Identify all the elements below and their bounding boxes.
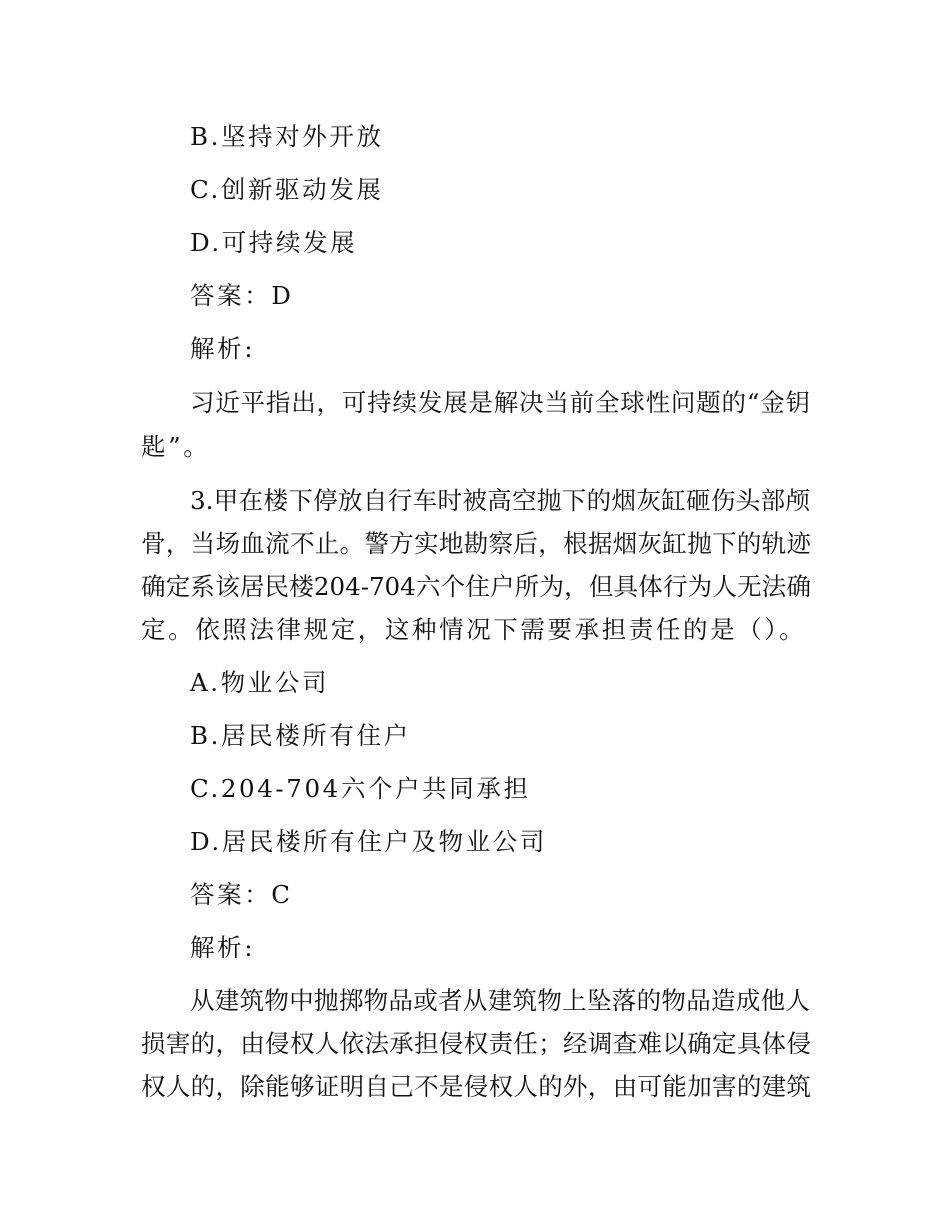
analysis-paragraph-line: 损害的，由侵权人依法承担侵权责任；经调查难以确定具体侵 bbox=[141, 1029, 811, 1058]
question-stem-line: 确定系该居民楼204-704六个住户所为，但具体行为人无法确 bbox=[141, 572, 811, 601]
analysis-paragraph-line: 习近平指出，可持续发展是解决当前全球性问题的“金钥 bbox=[190, 388, 810, 417]
option-d: D.居民楼所有住户及物业公司 bbox=[190, 827, 547, 856]
question-stem-line: 骨，当场血流不止。警方实地勘察后，根据烟灰缸抛下的轨迹 bbox=[141, 529, 811, 558]
question-stem-line: 3.甲在楼下停放自行车时被高空抛下的烟灰缸砸伤头部颅 bbox=[190, 486, 810, 515]
option-c: C.204-704六个户共同承担 bbox=[190, 774, 531, 803]
option-b: B.坚持对外开放 bbox=[190, 122, 384, 151]
answer: 答案：C bbox=[190, 880, 293, 909]
answer: 答案：D bbox=[190, 281, 294, 310]
analysis-label: 解析: bbox=[190, 933, 256, 962]
option-c: C.创新驱动发展 bbox=[190, 175, 384, 204]
option-b: B.居民楼所有住户 bbox=[190, 721, 411, 750]
option-a: A.物业公司 bbox=[190, 668, 330, 697]
analysis-paragraph-line: 权人的，除能够证明自己不是侵权人的外，由可能加害的建筑 bbox=[141, 1072, 811, 1101]
question-stem-line: 定。依照法律规定，这种情况下需要承担责任的是（）。 bbox=[141, 615, 807, 644]
option-d: D.可持续发展 bbox=[190, 228, 358, 257]
analysis-label: 解析: bbox=[190, 334, 256, 363]
analysis-paragraph-line: 从建筑物中抛掷物品或者从建筑物上坠落的物品造成他人 bbox=[190, 986, 810, 1015]
analysis-paragraph-line: 匙”。 bbox=[141, 432, 211, 461]
